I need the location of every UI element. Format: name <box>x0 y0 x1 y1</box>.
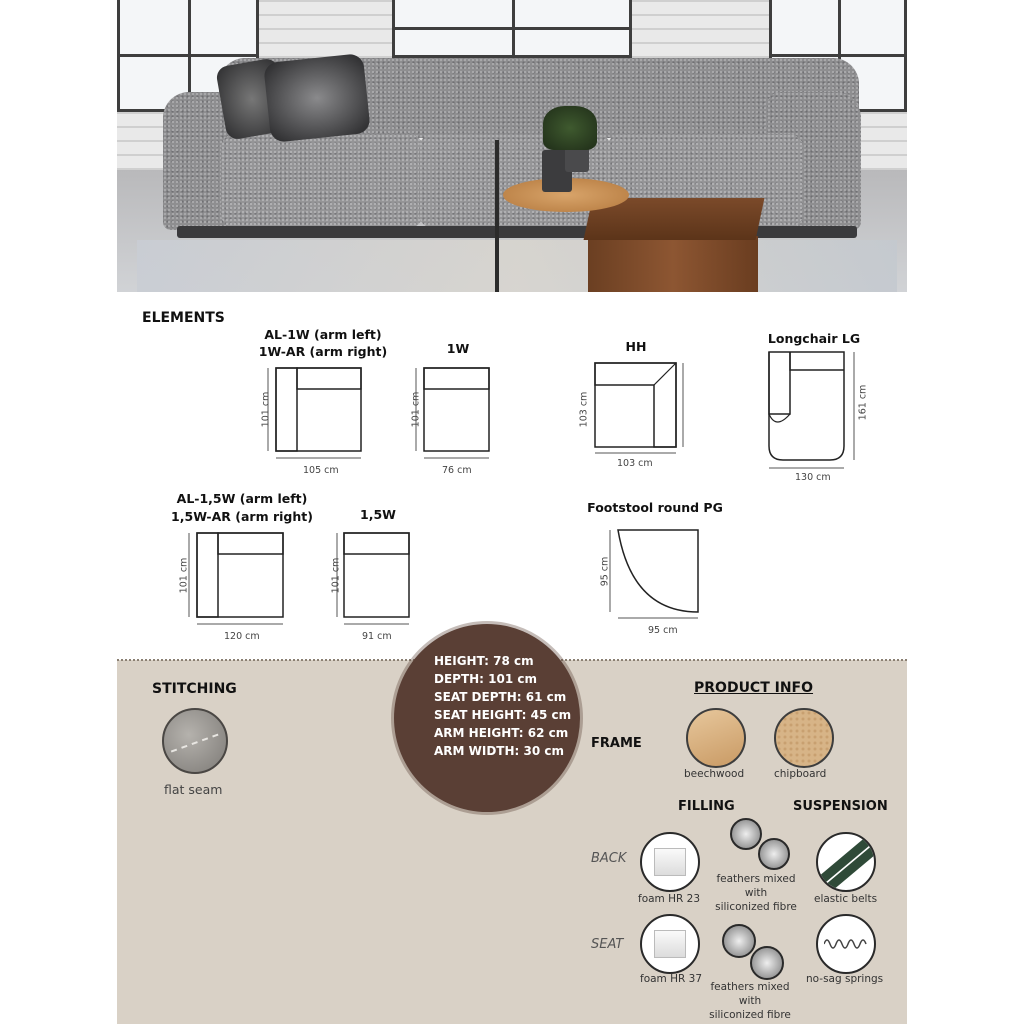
specs-list <box>434 652 571 760</box>
al1w-depth: 101 cm <box>260 391 272 428</box>
feather-icon-2 <box>722 924 756 958</box>
spec-arm-height: ARM HEIGHT: 62 cm <box>434 726 569 740</box>
seat-foam: foam HR 37 <box>640 973 703 985</box>
lg-width: 130 cm <box>795 472 831 483</box>
hh-depth: 103 cm <box>578 391 590 428</box>
flat-seam-icon <box>162 708 228 774</box>
al1w-diagram <box>256 362 368 466</box>
stitching-caption: flat seam <box>164 782 223 797</box>
w1-depth: 101 cm <box>410 391 422 428</box>
w15-diagram <box>334 528 418 628</box>
w15-label: 1,5W <box>360 507 396 522</box>
hh-label: HH <box>625 339 647 354</box>
wood-block-table <box>588 236 758 292</box>
spec-arm-width: ARM WIDTH: 30 cm <box>434 744 565 758</box>
lg-depth: 161 cm <box>857 384 869 421</box>
back-label: BACK <box>591 851 627 866</box>
frame-item-1: beechwood <box>684 768 745 780</box>
frame-item-2: chipboard <box>774 768 827 780</box>
hh-diagram <box>584 358 684 458</box>
product-info-title: PRODUCT INFO <box>694 680 814 696</box>
frame-title: FRAME <box>591 736 642 751</box>
lg-diagram <box>764 350 860 470</box>
window-center <box>392 0 632 58</box>
al1w-label: AL-1W (arm left) 1W-AR (arm right) <box>258 327 388 359</box>
cushion-2 <box>263 53 371 143</box>
spec-seat-depth: SEAT DEPTH: 61 cm <box>434 690 567 704</box>
spec-seat-height: SEAT HEIGHT: 45 cm <box>434 708 572 722</box>
al15w-label: AL-1,5W (arm left) 1,5W-AR (arm right) <box>171 491 313 524</box>
back-feathers: feathers mixed with siliconized fibre <box>715 873 797 913</box>
al15w-diagram <box>186 528 292 628</box>
beechwood-icon <box>686 708 746 768</box>
pg-width: 95 cm <box>648 625 678 636</box>
w15-depth: 101 cm <box>330 557 342 594</box>
pg-label: Footstool round PG <box>587 500 723 515</box>
hh-width: 103 cm <box>617 458 653 469</box>
back-suspension: elastic belts <box>814 893 878 905</box>
w15-width: 91 cm <box>362 631 392 642</box>
fibre-icon <box>758 838 790 870</box>
back-foam: foam HR 23 <box>638 893 701 905</box>
w1-label: 1W <box>446 341 470 356</box>
foam-hr37-icon <box>640 914 700 974</box>
w1-width: 76 cm <box>442 465 472 476</box>
plant <box>543 106 597 150</box>
sofa-photo <box>117 0 907 292</box>
al15w-depth: 101 cm <box>178 557 190 594</box>
seat-feathers: feathers mixed with siliconized fibre <box>709 981 791 1021</box>
stitching-title: STITCHING <box>152 681 237 697</box>
seat-suspension: no-sag springs <box>806 973 884 985</box>
pg-depth: 95 cm <box>599 556 611 587</box>
elements-title: ELEMENTS <box>142 310 225 326</box>
feather-icon <box>730 818 762 850</box>
spec-depth: DEPTH: 101 cm <box>434 672 538 686</box>
spec-height: HEIGHT: 78 cm <box>434 654 534 668</box>
filling-title: FILLING <box>678 799 735 814</box>
no-sag-springs-icon <box>816 914 876 974</box>
suspension-title: SUSPENSION <box>793 799 888 814</box>
seat-label: SEAT <box>591 937 624 952</box>
fibre-icon-2 <box>750 946 784 980</box>
pg-diagram <box>606 524 706 620</box>
lg-label: Longchair LG <box>767 331 861 346</box>
side-table-stand <box>495 140 499 292</box>
al1w-width: 105 cm <box>303 465 339 476</box>
chipboard-icon <box>774 708 834 768</box>
al15w-width: 120 cm <box>224 631 260 642</box>
sofa-seat-1 <box>221 134 423 228</box>
elastic-belts-icon <box>816 832 876 892</box>
rug <box>137 240 897 292</box>
w1-diagram <box>412 362 502 466</box>
foam-hr23-icon <box>640 832 700 892</box>
